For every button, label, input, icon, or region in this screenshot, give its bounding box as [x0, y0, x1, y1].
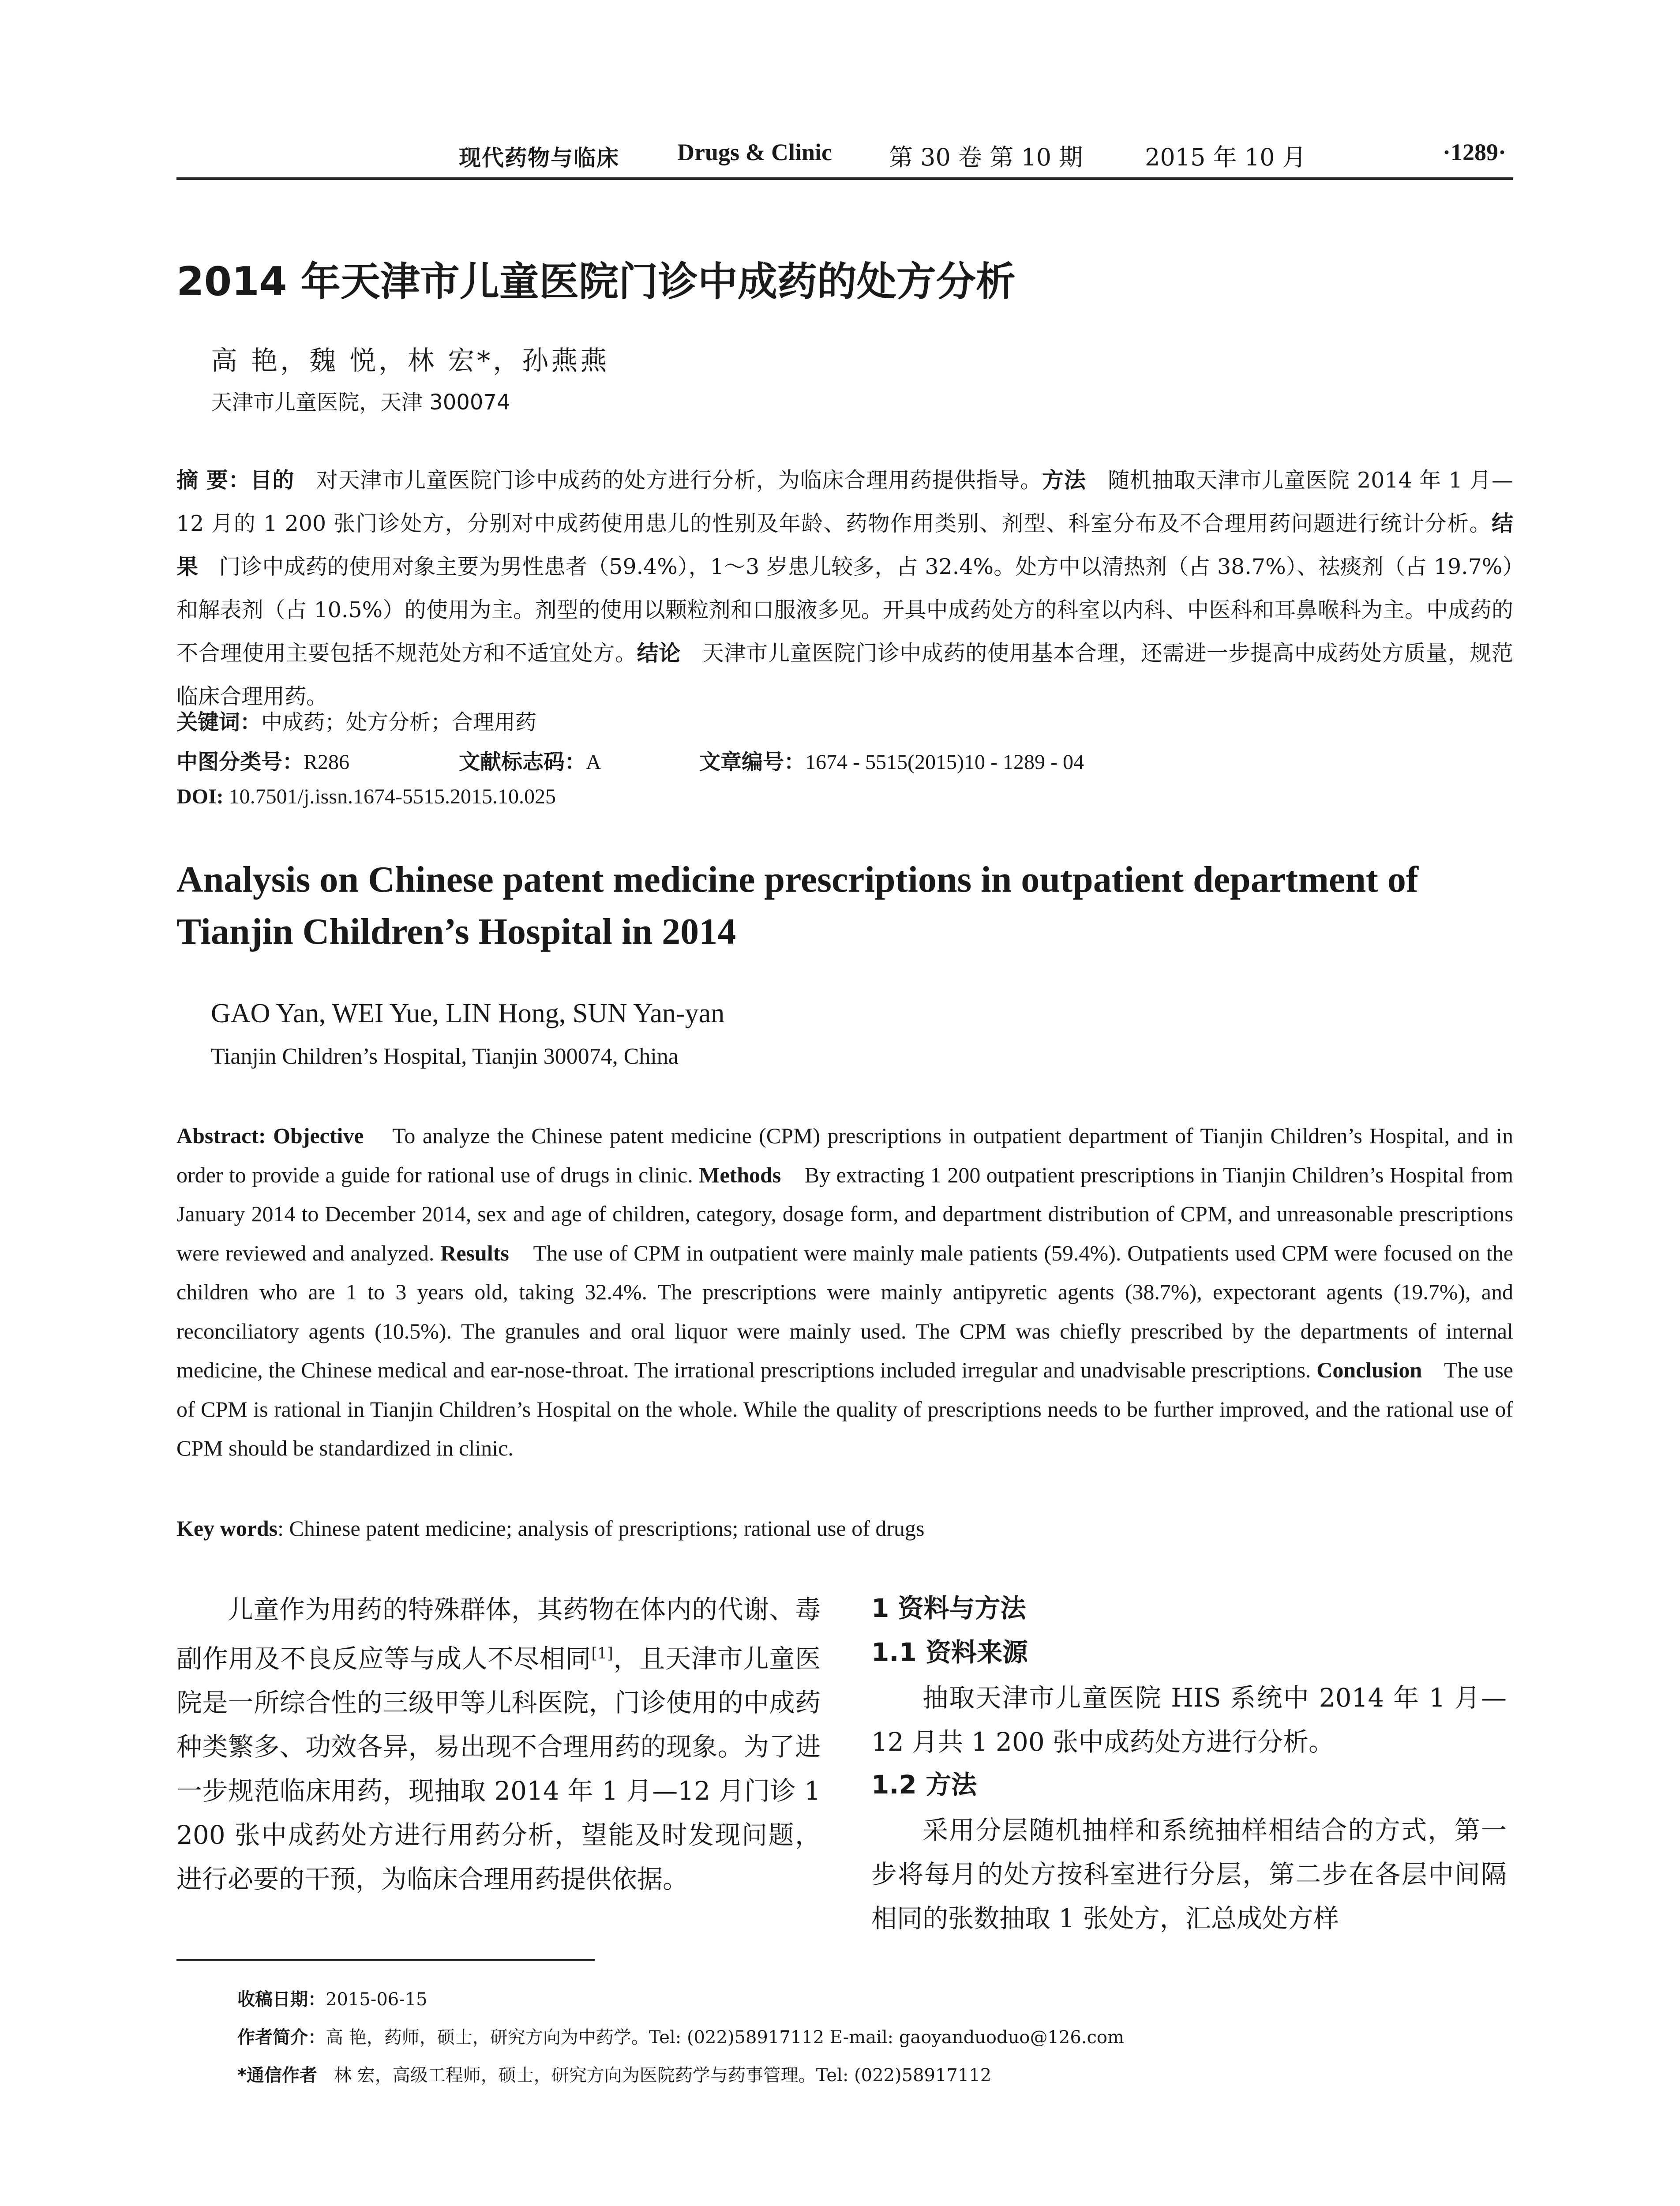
author-bio: 高 艳，药师，硕士，研究方向为中药学。Tel: (022)58917112 E-mail: gaoyanduoduo@126.com [326, 2027, 1124, 2048]
received-label: 收稿日期： [237, 1989, 326, 2010]
en-objective-text: To analyze the Chinese patent medicine (CPM) prescriptions in outpatient department of Tianjin Children’s Hospital, and in order to provide a guide for rational use of drugs in clinic. [176, 1123, 1513, 1187]
cn-authors: 高 艳，魏 悦，林 宏*，孙燕燕 [211, 345, 610, 376]
article-number-row [699, 745, 1084, 775]
articleno-value: 1674 - 5515(2015)10 - 1289 - 04 [805, 750, 1084, 774]
doi-row [176, 784, 556, 809]
section-1-1-paragraph: 抽取天津市儿童医院 HIS 系统中 2014 年 1 月—12 月共 1 200 张中成药处方进行分析。 [871, 1683, 1507, 1757]
citation-1: [1] [591, 1645, 613, 1662]
cn-conclusion-text: 天津市儿童医院门诊中成药的使用基本合理，还需进一步提高中成药处方质量，规范临床合理用药。 [176, 641, 1513, 709]
corresponding-label: *通信作者 [237, 2065, 317, 2086]
cn-keywords [176, 705, 536, 735]
en-keywords-label: Key words [176, 1516, 278, 1541]
section-1-heading: 1 资料与方法 [871, 1593, 1026, 1623]
doccode-value: A [586, 750, 601, 774]
en-title: Analysis on Chinese patent medicine prescriptions in outpatient department of Tianjin Children’s Hospital in 2014 [176, 859, 1418, 952]
clc-label: 中图分类号： [176, 750, 304, 774]
en-keywords-text: : Chinese patent medicine; analysis of prescriptions; rational use of drugs [278, 1516, 925, 1541]
doi-value: 10.7501/j.issn.1674-5515.2015.10.025 [229, 785, 556, 808]
page-number: ·1289· [1443, 139, 1507, 165]
footnote-rule [176, 1959, 595, 1961]
intro-paragraph [176, 1587, 821, 1901]
en-abstract-label: Abstract: [176, 1123, 266, 1148]
section-1-2-paragraph: 采用分层随机抽样和系统抽样相结合的方式，第一步将每月的处方按科室进行分层，第二步在各层中间隔相同的张数抽取 1 张处方，汇总成处方样 [871, 1815, 1507, 1933]
journal-name-en: Drugs & Clinic [677, 139, 832, 165]
en-methods-label: Methods [699, 1162, 781, 1187]
cn-affiliation: 天津市儿童医院，天津 300074 [211, 390, 510, 415]
issue-date: 2015 年 10 月 [1145, 143, 1306, 171]
cn-results-text: 门诊中成药的使用对象主要为男性患者（59.4%），1～3 岁患儿较多，占 32.4%。处方中以清热剂（占 38.7%）、祛痰剂（占 19.7%）和解表剂（占 10.5%）的使用为主。剂型的使用以颗粒剂和口服液多见。开具中成药处方的科室以内科、中医科和耳鼻喉科为主。中成药的不合理使用主要包括不规范处方和不适宜处方。 [176, 554, 1513, 666]
en-affiliation: Tianjin Children’s Hospital, Tianjin 300074, China [211, 1044, 679, 1069]
footnote-author [237, 2023, 1124, 2048]
journal-name-cn: 现代药物与临床 [459, 145, 619, 171]
cn-classification-row [176, 745, 349, 775]
en-results-text: The use of CPM in outpatient were mainly male patients (59.4%). Outpatients used CPM were focused on the children who are 1 to 3 years old, taking 32.4%. The prescriptions were mainly antipyretic agents (38.7%), expectorant agents (19.7%), and reconciliatory agents (10.5%). The granules and oral liquor were mainly used. The CPM was chiefly prescribed by the departments of internal medicine, the Chinese medical and ear-nose-throat. The irrational prescriptions included irregular and unadvisable prescriptions. [176, 1240, 1513, 1382]
section-1-2-heading: 1.2 方法 [871, 1770, 977, 1800]
cn-methods-label: 方法 [1042, 468, 1086, 493]
en-objective-label: Objective [273, 1123, 364, 1148]
cn-keywords-label: 关键词： [176, 710, 262, 735]
en-authors: GAO Yan, WEI Yue, LIN Hong, SUN Yan-yan [211, 998, 725, 1028]
cn-abstract-label: 摘 要： [176, 468, 251, 493]
volume-issue: 第 30 卷 第 10 期 [889, 143, 1083, 171]
doc-code-row [459, 745, 601, 775]
cn-objective-label: 目的 [250, 468, 295, 493]
header-rule [176, 177, 1513, 180]
corresponding-bio: 林 宏，高级工程师，硕士，研究方向为医院药学与药事管理。Tel: (022)58917112 [334, 2065, 992, 2086]
received-date: 2015-06-15 [326, 1989, 428, 2010]
running-header [176, 140, 1513, 176]
footnote-corresponding [237, 2061, 991, 2086]
en-methods-text: By extracting 1 200 outpatient prescriptions in Tianjin Children’s Hospital from January 2014 to December 2014, sex and age of children, category, dosage form, and department distribution of CPM, and unreasonable prescriptions were reviewed and analyzed. [176, 1162, 1513, 1265]
cn-title: 2014 年天津市儿童医院门诊中成药的处方分析 [176, 259, 1016, 305]
en-results-label: Results [440, 1240, 509, 1265]
section-1-1-heading: 1.1 资料来源 [871, 1637, 1028, 1667]
en-conclusion-text: The use of CPM is rational in Tianjin Children’s Hospital on the whole. While the quality of prescriptions needs to be further improved, and the rational use of CPM should be standardized in clinic. [176, 1358, 1514, 1460]
author-bio-label: 作者简介： [237, 2027, 326, 2048]
cn-keywords-text: 中成药；处方分析；合理用药 [261, 710, 537, 735]
doi-label: DOI: [176, 785, 224, 808]
cn-results-label: 结果 [176, 511, 1513, 579]
cn-abstract [176, 459, 1513, 718]
en-conclusion-label: Conclusion [1316, 1358, 1422, 1382]
intro-text-b: ，且天津市儿童医院是一所综合性的三级甲等儿科医院，门诊使用的中成药种类繁多、功效各异，易出现不合理用药的现象。为了进一步规范临床用药，现抽取 2014 年 1 月—12 月门诊 1 200 张中成药处方进行用药分析，望能及时发现问题，进行必要的干预，为临床合理用药提供依据。 [176, 1643, 821, 1895]
en-keywords [176, 1516, 924, 1541]
articleno-label: 文章编号： [699, 750, 806, 774]
intro-text-a: 儿童作为用药的特殊群体，其药物在体内的代谢、毒副作用及不良反应等与成人不尽相同 [176, 1594, 821, 1674]
cn-objective-text: 对天津市儿童医院门诊中成药的处方进行分析，为临床合理用药提供指导。 [316, 468, 1042, 493]
cn-conclusion-label: 结论 [637, 641, 681, 666]
cn-methods-text: 随机抽取天津市儿童医院 2014 年 1 月—12 月的 1 200 张门诊处方，分别对中成药使用患儿的性别及年龄、药物作用类别、剂型、科室分布及不合理用药问题进行统计分析。 [176, 468, 1513, 536]
en-abstract [176, 1116, 1513, 1468]
doccode-label: 文献标志码： [459, 750, 586, 774]
clc-value: R286 [304, 750, 350, 774]
footnote-received [237, 1985, 428, 2011]
